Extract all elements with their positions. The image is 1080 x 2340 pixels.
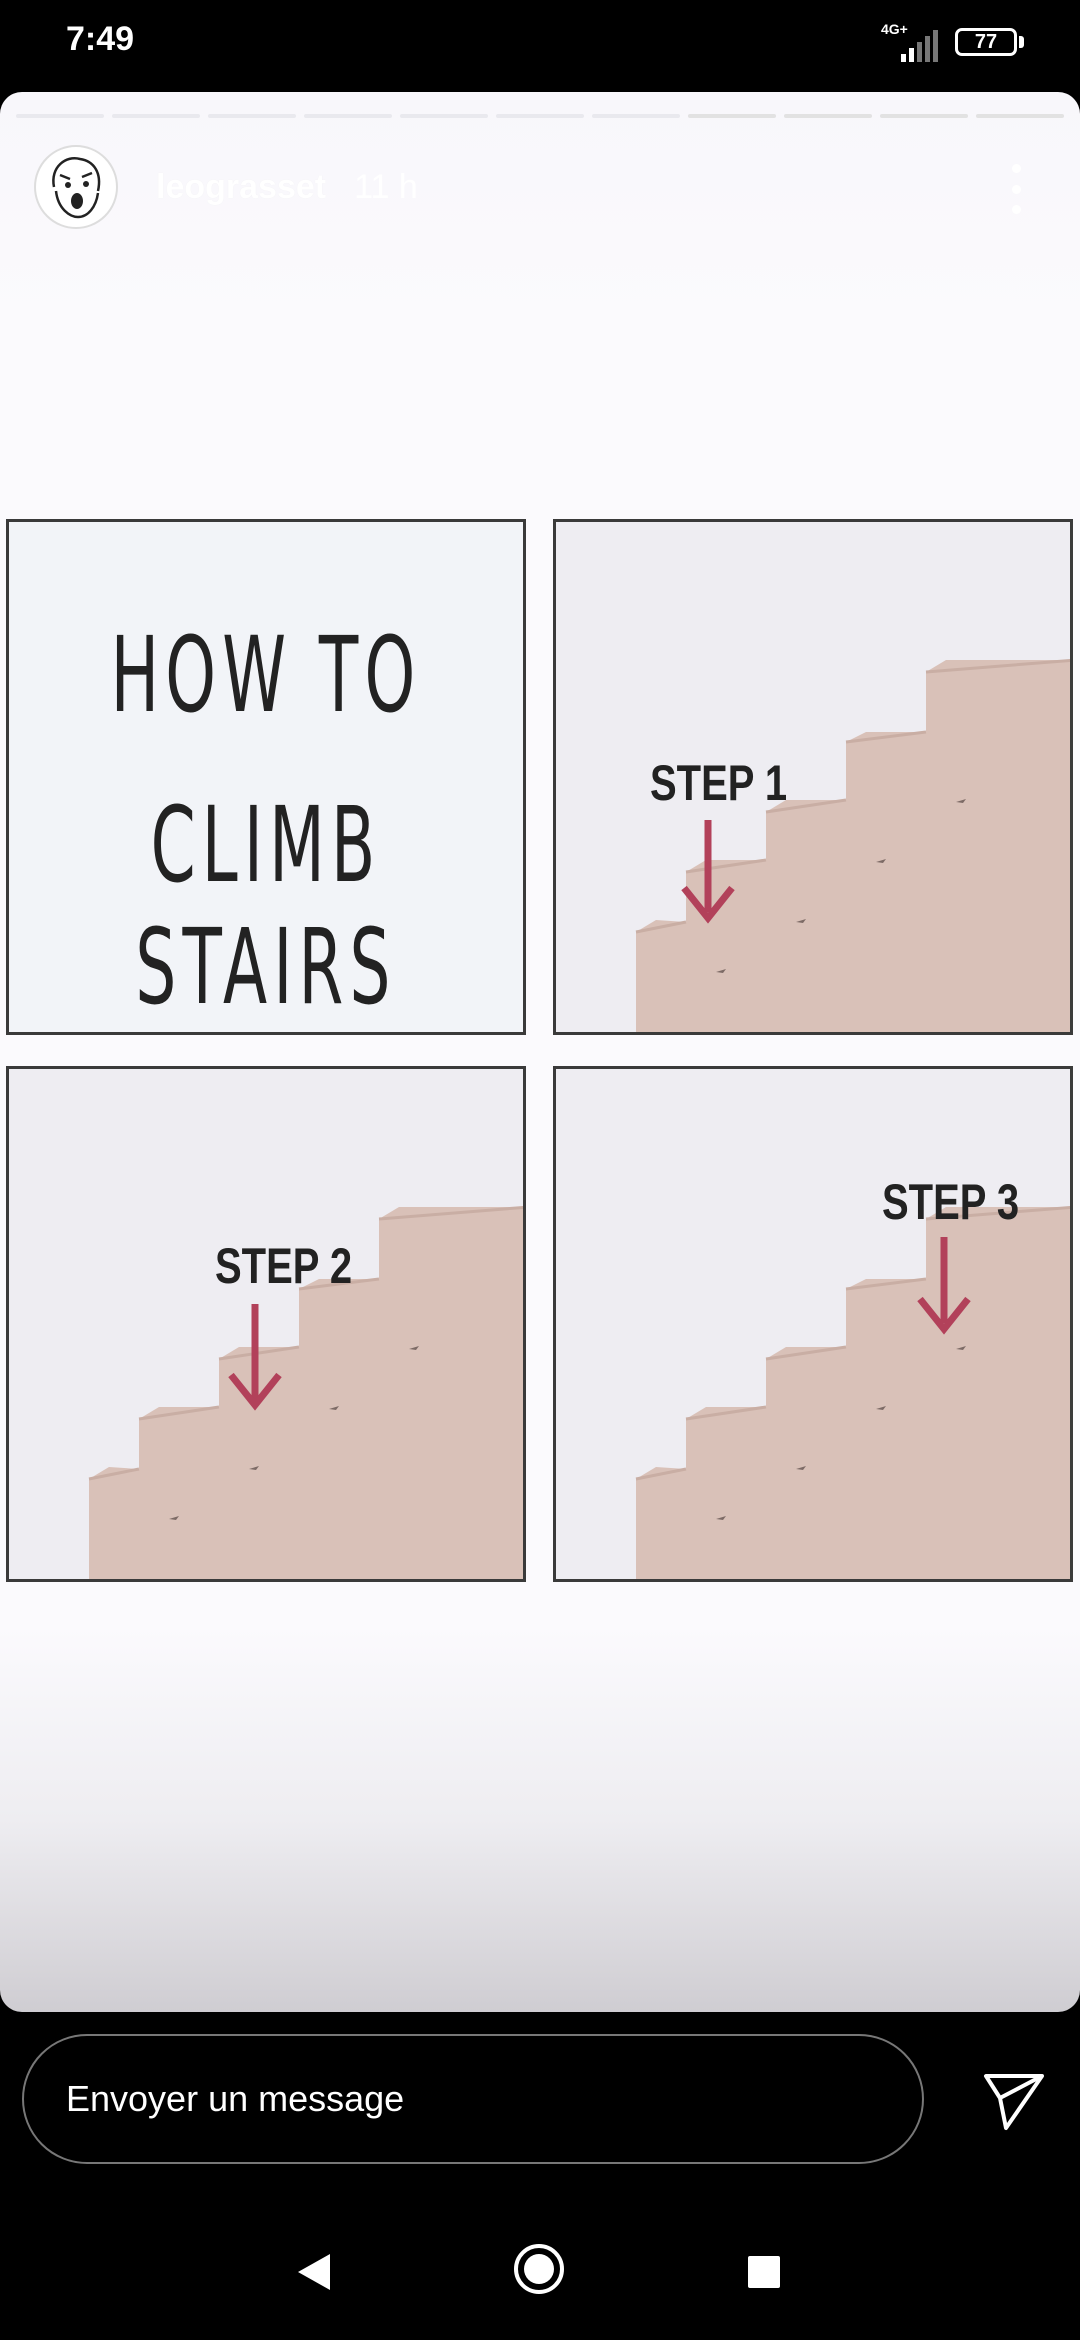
send-icon[interactable] — [982, 2068, 1046, 2132]
step2-label: STEP 2 — [215, 1238, 353, 1294]
story-time: 11 h — [354, 167, 418, 206]
battery-icon — [955, 28, 1024, 56]
status-time: 7:49 — [66, 20, 135, 58]
story-progress-segment — [304, 114, 392, 118]
network-type: 4G+ — [881, 21, 908, 37]
story-progress-segment — [208, 114, 296, 118]
story-viewer[interactable] — [0, 92, 1080, 2012]
recents-icon[interactable] — [748, 2256, 780, 2288]
story-progress-bar — [16, 114, 1064, 118]
status-bar — [0, 0, 1080, 88]
story-progress-segment — [400, 114, 488, 118]
comic-title-line1: HOW TO — [110, 614, 422, 736]
story-progress-segment — [592, 114, 680, 118]
step3-label: STEP 3 — [882, 1174, 1020, 1230]
story-progress-segment — [496, 114, 584, 118]
battery-level: 77 — [955, 28, 1017, 56]
more-vertical-icon[interactable] — [1006, 164, 1026, 214]
story-username[interactable]: leograsset — [156, 167, 327, 206]
comic-panel-step1 — [553, 519, 1073, 1035]
story-progress-segment — [16, 114, 104, 118]
comic-image — [6, 519, 1074, 1681]
status-icons — [881, 22, 1024, 62]
story-progress-segment — [688, 114, 776, 118]
message-bar — [0, 2012, 1080, 2192]
system-nav-bar — [0, 2192, 1080, 2340]
signal-icon — [881, 22, 941, 62]
comic-title-line2: CLIMB STAIRS — [135, 784, 397, 1028]
story-progress-segment — [112, 114, 200, 118]
comic-panel-title — [6, 519, 526, 1035]
story-progress-segment — [784, 114, 872, 118]
step1-label: STEP 1 — [650, 755, 788, 811]
comic-panel-step2 — [6, 1066, 526, 1582]
story-progress-segment — [976, 114, 1064, 118]
home-icon[interactable] — [512, 2242, 566, 2296]
back-icon[interactable] — [296, 2252, 332, 2292]
story-header — [34, 144, 1050, 230]
message-input[interactable]: Envoyer un message — [22, 2034, 924, 2164]
story-progress-segment — [880, 114, 968, 118]
comic-panel-step3 — [553, 1066, 1073, 1582]
avatar[interactable] — [34, 145, 118, 229]
